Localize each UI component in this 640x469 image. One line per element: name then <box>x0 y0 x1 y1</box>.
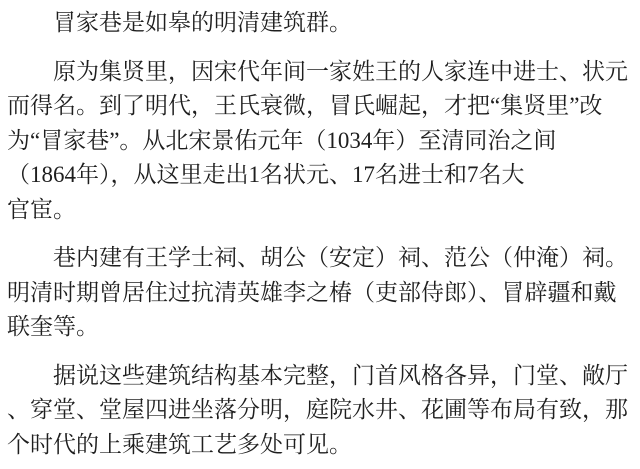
text-line: 原为集贤里，因宋代年间一家姓王的人家连中进士、状元 <box>53 58 628 84</box>
paragraph-history <box>7 55 632 228</box>
text-line: 冒家巷是如皋的明清建筑群。 <box>53 10 352 35</box>
text-line: 为“冒家巷”。从北宋景佑元年（1034年）至清同治之间 <box>7 127 557 153</box>
paragraph-architecture <box>7 359 632 463</box>
text-line: 官宦。 <box>7 196 76 222</box>
paragraph-intro <box>7 6 632 41</box>
text-line: 联奎等。 <box>7 314 99 339</box>
paragraph-shrines <box>7 241 632 345</box>
text-line: 巷内建有王学士祠、胡公（安定）祠、范公（仲淹）祠。 <box>53 245 628 270</box>
text-line: 个时代的上乘建筑工艺多处可见。 <box>7 431 352 457</box>
text-line: 而得名。到了明代，王氏衰微，冒氏崛起，才把“集贤里”改 <box>7 93 603 118</box>
text-line: （1864年），从这里走出1名状元、17名进士和7名大 <box>7 162 525 187</box>
text-line: 明清时期曾居住过抗清英雄李之椿（吏部侍郎）、冒辟疆和戴 <box>7 279 617 305</box>
text-line: 、穿堂、堂屋四进坐落分明，庭院水井、花圃等布局有致，那 <box>7 397 628 422</box>
text-line: 据说这些建筑结构基本完整，门首风格各异，门堂、敞厅 <box>53 362 628 388</box>
